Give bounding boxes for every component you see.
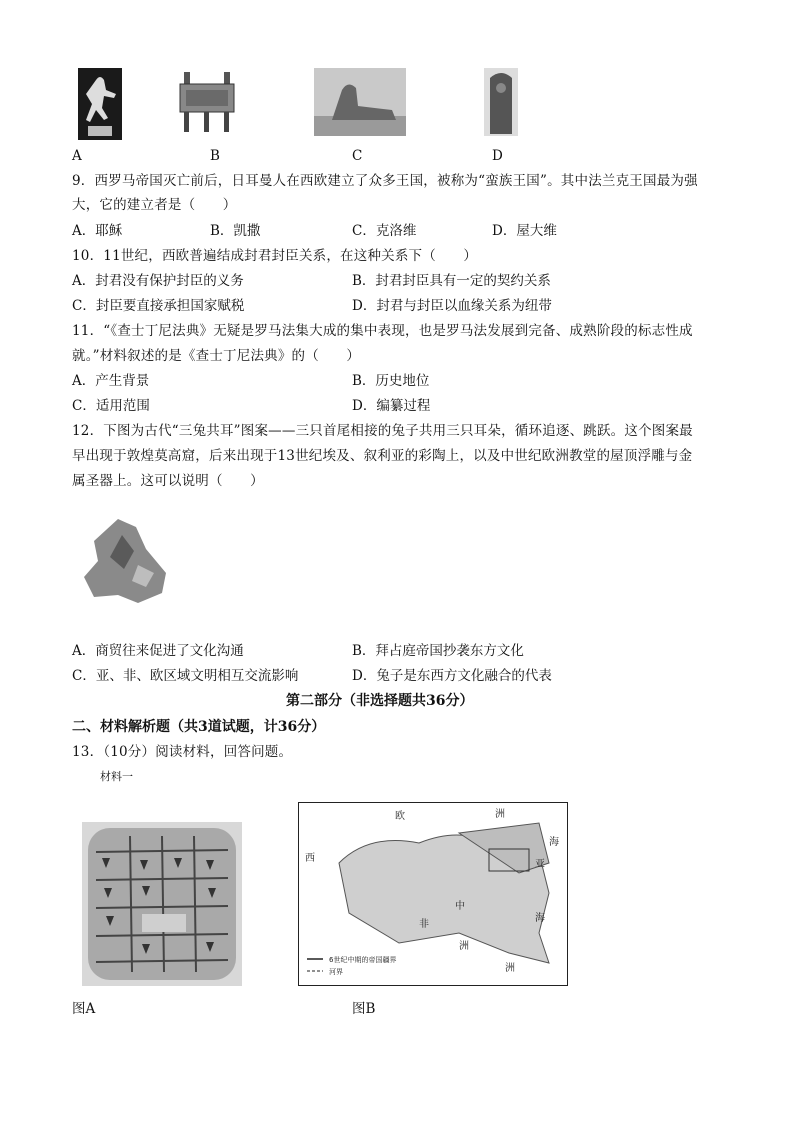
q12-option-b: B．拜占庭帝国抄袭东方文化 <box>352 643 524 659</box>
q9-option-b: B．凯撒 <box>210 223 261 239</box>
q11-option-d: D．编纂过程 <box>352 398 431 414</box>
q12-option-d: D．兔子是东西方文化融合的代表 <box>352 668 552 684</box>
q12-stem-line2: 早出现于敦煌莫高窟，后来出现于13世纪埃及、叙利亚的彩陶上，以及中世纪欧洲教堂的屋顶浮雕与金 <box>72 448 693 464</box>
q10-option-b: B．封君封臣具有一定的契约关系 <box>352 273 551 289</box>
q10-option-d: D．封君与封臣以血缘关系为纽带 <box>352 298 552 314</box>
map-label-europe-1: 欧 <box>395 811 405 822</box>
map-legend-border: 6世纪中期的帝国疆界 <box>329 956 397 964</box>
map-label-sea-2: 海 <box>535 913 545 924</box>
q11-option-b: B．历史地位 <box>352 373 430 389</box>
bronze-ding-image <box>178 68 236 134</box>
clay-tablet-image <box>82 822 242 986</box>
map-label-mediterranean: 中 <box>455 901 465 912</box>
q10-option-a: A．封君没有保护封臣的义务 <box>72 273 244 289</box>
q9-option-d: D．屋大维 <box>492 223 557 239</box>
stele-image <box>484 68 518 136</box>
q9-option-c: C．克洛维 <box>352 223 417 239</box>
map-label-europe-2: 洲 <box>495 809 505 820</box>
map-label-africa-2: 洲 <box>459 941 469 952</box>
part2-title: 第二部分（非选择题共36分） <box>286 693 474 709</box>
map-label-west: 西 <box>305 853 315 864</box>
q8-label-b: B <box>210 148 220 164</box>
figure-a-caption: 图A <box>72 1001 96 1017</box>
map-legend-river: 河界 <box>329 968 343 976</box>
q9-option-a: A．耶稣 <box>72 223 123 239</box>
q13-stem: 13．（10分）阅读材料，回答问题。 <box>72 744 293 760</box>
q11-stem-line1: 11．“《查士丁尼法典》无疑是罗马法集大成的集中表现，也是罗马法发展到完备、成熟阶段的标志性成 <box>72 323 693 339</box>
q8-label-c: C <box>352 148 363 164</box>
map-label-asia: 亚 <box>535 859 545 870</box>
section2-title: 二、材料解析题（共3道试题，计36分） <box>72 719 326 735</box>
map-label-africa: 非 <box>419 919 429 930</box>
q12-option-a: A．商贸往来促进了文化沟通 <box>72 643 244 659</box>
q11-stem-line2: 就。”材料叙述的是《查士丁尼法典》的（ ） <box>72 348 361 364</box>
material-one-label: 材料一 <box>100 770 133 783</box>
q10-stem: 10．11世纪，西欧普遍结成封君封臣关系，在这种关系下（ ） <box>72 248 478 264</box>
byzantine-map <box>298 802 568 986</box>
map-label-continent: 洲 <box>505 963 515 974</box>
three-hares-image <box>78 515 178 609</box>
map-label-sea-1: 海 <box>549 837 559 848</box>
q11-option-a: A．产生背景 <box>72 373 150 389</box>
sphinx-image <box>314 68 406 136</box>
discobolus-statue-image <box>78 68 122 140</box>
q12-stem-line3: 属圣器上。这可以说明（ ） <box>72 473 264 489</box>
q8-label-d: D <box>492 148 503 164</box>
q8-label-a: A <box>72 148 82 164</box>
q12-stem-line1: 12．下图为古代“三兔共耳”图案——三只首尾相接的兔子共用三只耳朵，循环追逐、跳跃。这个图案最 <box>72 423 693 439</box>
figure-b-caption: 图B <box>352 1001 376 1017</box>
q9-stem-line2: 大，它的建立者是（ ） <box>72 197 237 213</box>
q9-stem-line1: 9．西罗马帝国灭亡前后，日耳曼人在西欧建立了众多王国，被称为“蛮族王国”。其中法兰克王国最为强 <box>72 173 698 189</box>
q11-option-c: C．适用范围 <box>72 398 150 414</box>
q10-option-c: C．封臣要直接承担国家赋税 <box>72 298 245 314</box>
q12-option-c: C．亚、非、欧区域文明相互交流影响 <box>72 668 299 684</box>
